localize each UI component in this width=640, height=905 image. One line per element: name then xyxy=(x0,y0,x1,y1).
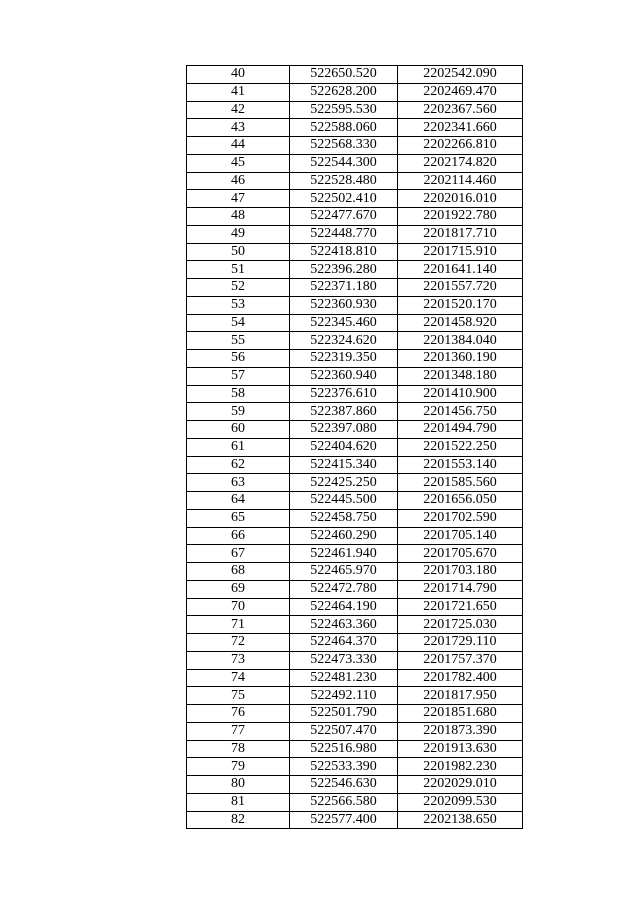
y-coordinate-cell: 2202542.090 xyxy=(398,66,523,84)
table-row xyxy=(187,296,523,314)
y-coordinate-cell: 2201873.390 xyxy=(398,722,523,740)
table-row xyxy=(187,261,523,279)
table-row xyxy=(187,332,523,350)
x-coordinate-cell: 522458.750 xyxy=(290,509,398,527)
x-coordinate-cell: 522415.340 xyxy=(290,456,398,474)
y-coordinate-cell: 2201585.560 xyxy=(398,474,523,492)
table-row xyxy=(187,776,523,794)
y-coordinate-cell: 2201851.680 xyxy=(398,705,523,723)
y-coordinate-cell: 2201721.650 xyxy=(398,598,523,616)
y-coordinate-cell: 2201715.910 xyxy=(398,243,523,261)
point-number-cell: 67 xyxy=(187,545,290,563)
table-row xyxy=(187,793,523,811)
x-coordinate-cell: 522473.330 xyxy=(290,651,398,669)
point-number-cell: 55 xyxy=(187,332,290,350)
x-coordinate-cell: 522448.770 xyxy=(290,225,398,243)
x-coordinate-cell: 522387.860 xyxy=(290,403,398,421)
x-coordinate-cell: 522397.080 xyxy=(290,421,398,439)
table-row xyxy=(187,651,523,669)
point-number-cell: 78 xyxy=(187,740,290,758)
x-coordinate-cell: 522324.620 xyxy=(290,332,398,350)
coordinate-table-body xyxy=(187,66,523,829)
y-coordinate-cell: 2201494.790 xyxy=(398,421,523,439)
point-number-cell: 44 xyxy=(187,137,290,155)
point-number-cell: 76 xyxy=(187,705,290,723)
point-number-cell: 46 xyxy=(187,172,290,190)
table-row xyxy=(187,279,523,297)
y-coordinate-cell: 2202029.010 xyxy=(398,776,523,794)
point-number-cell: 66 xyxy=(187,527,290,545)
x-coordinate-cell: 522461.940 xyxy=(290,545,398,563)
x-coordinate-cell: 522477.670 xyxy=(290,208,398,226)
y-coordinate-cell: 2201557.720 xyxy=(398,279,523,297)
point-number-cell: 56 xyxy=(187,350,290,368)
x-coordinate-cell: 522360.930 xyxy=(290,296,398,314)
point-number-cell: 65 xyxy=(187,509,290,527)
x-coordinate-cell: 522345.460 xyxy=(290,314,398,332)
point-number-cell: 47 xyxy=(187,190,290,208)
table-row xyxy=(187,421,523,439)
x-coordinate-cell: 522502.410 xyxy=(290,190,398,208)
point-number-cell: 40 xyxy=(187,66,290,84)
y-coordinate-cell: 2201705.140 xyxy=(398,527,523,545)
x-coordinate-cell: 522404.620 xyxy=(290,438,398,456)
x-coordinate-cell: 522481.230 xyxy=(290,669,398,687)
x-coordinate-cell: 522650.520 xyxy=(290,66,398,84)
table-row xyxy=(187,598,523,616)
x-coordinate-cell: 522472.780 xyxy=(290,580,398,598)
y-coordinate-cell: 2202138.650 xyxy=(398,811,523,829)
table-row xyxy=(187,527,523,545)
y-coordinate-cell: 2201703.180 xyxy=(398,563,523,581)
table-row xyxy=(187,119,523,137)
x-coordinate-cell: 522465.970 xyxy=(290,563,398,581)
table-row xyxy=(187,367,523,385)
point-number-cell: 60 xyxy=(187,421,290,439)
point-number-cell: 43 xyxy=(187,119,290,137)
point-number-cell: 57 xyxy=(187,367,290,385)
point-number-cell: 49 xyxy=(187,225,290,243)
x-coordinate-cell: 522528.480 xyxy=(290,172,398,190)
point-number-cell: 73 xyxy=(187,651,290,669)
y-coordinate-cell: 2201817.710 xyxy=(398,225,523,243)
point-number-cell: 54 xyxy=(187,314,290,332)
point-number-cell: 53 xyxy=(187,296,290,314)
point-number-cell: 80 xyxy=(187,776,290,794)
point-number-cell: 68 xyxy=(187,563,290,581)
point-number-cell: 42 xyxy=(187,101,290,119)
table-row xyxy=(187,492,523,510)
y-coordinate-cell: 2201702.590 xyxy=(398,509,523,527)
point-number-cell: 75 xyxy=(187,687,290,705)
table-row xyxy=(187,616,523,634)
point-number-cell: 74 xyxy=(187,669,290,687)
point-number-cell: 77 xyxy=(187,722,290,740)
x-coordinate-cell: 522492.110 xyxy=(290,687,398,705)
coordinate-table xyxy=(186,65,523,829)
table-row xyxy=(187,669,523,687)
x-coordinate-cell: 522396.280 xyxy=(290,261,398,279)
x-coordinate-cell: 522425.250 xyxy=(290,474,398,492)
y-coordinate-cell: 2201757.370 xyxy=(398,651,523,669)
y-coordinate-cell: 2201922.780 xyxy=(398,208,523,226)
x-coordinate-cell: 522360.940 xyxy=(290,367,398,385)
y-coordinate-cell: 2202367.560 xyxy=(398,101,523,119)
table-row xyxy=(187,225,523,243)
y-coordinate-cell: 2201729.110 xyxy=(398,634,523,652)
x-coordinate-cell: 522628.200 xyxy=(290,83,398,101)
x-coordinate-cell: 522544.300 xyxy=(290,154,398,172)
x-coordinate-cell: 522507.470 xyxy=(290,722,398,740)
y-coordinate-cell: 2202266.810 xyxy=(398,137,523,155)
y-coordinate-cell: 2201348.180 xyxy=(398,367,523,385)
table-row xyxy=(187,705,523,723)
y-coordinate-cell: 2201520.170 xyxy=(398,296,523,314)
point-number-cell: 50 xyxy=(187,243,290,261)
x-coordinate-cell: 522588.060 xyxy=(290,119,398,137)
table-row xyxy=(187,722,523,740)
table-row xyxy=(187,154,523,172)
table-row xyxy=(187,83,523,101)
x-coordinate-cell: 522516.980 xyxy=(290,740,398,758)
point-number-cell: 79 xyxy=(187,758,290,776)
y-coordinate-cell: 2202114.460 xyxy=(398,172,523,190)
y-coordinate-cell: 2201641.140 xyxy=(398,261,523,279)
x-coordinate-cell: 522546.630 xyxy=(290,776,398,794)
point-number-cell: 52 xyxy=(187,279,290,297)
y-coordinate-cell: 2201360.190 xyxy=(398,350,523,368)
y-coordinate-cell: 2202016.010 xyxy=(398,190,523,208)
x-coordinate-cell: 522376.610 xyxy=(290,385,398,403)
table-row xyxy=(187,137,523,155)
y-coordinate-cell: 2201410.900 xyxy=(398,385,523,403)
table-row xyxy=(187,634,523,652)
table-row xyxy=(187,190,523,208)
x-coordinate-cell: 522319.350 xyxy=(290,350,398,368)
y-coordinate-cell: 2201384.040 xyxy=(398,332,523,350)
point-number-cell: 61 xyxy=(187,438,290,456)
y-coordinate-cell: 2201522.250 xyxy=(398,438,523,456)
table-row xyxy=(187,403,523,421)
x-coordinate-cell: 522568.330 xyxy=(290,137,398,155)
point-number-cell: 51 xyxy=(187,261,290,279)
table-row xyxy=(187,101,523,119)
y-coordinate-cell: 2202174.820 xyxy=(398,154,523,172)
point-number-cell: 71 xyxy=(187,616,290,634)
y-coordinate-cell: 2201982.230 xyxy=(398,758,523,776)
point-number-cell: 82 xyxy=(187,811,290,829)
table-row xyxy=(187,687,523,705)
y-coordinate-cell: 2201913.630 xyxy=(398,740,523,758)
table-row xyxy=(187,580,523,598)
x-coordinate-cell: 522371.180 xyxy=(290,279,398,297)
point-number-cell: 62 xyxy=(187,456,290,474)
y-coordinate-cell: 2202099.530 xyxy=(398,793,523,811)
table-row xyxy=(187,456,523,474)
x-coordinate-cell: 522418.810 xyxy=(290,243,398,261)
point-number-cell: 45 xyxy=(187,154,290,172)
y-coordinate-cell: 2201458.920 xyxy=(398,314,523,332)
y-coordinate-cell: 2201817.950 xyxy=(398,687,523,705)
point-number-cell: 63 xyxy=(187,474,290,492)
point-number-cell: 64 xyxy=(187,492,290,510)
table-row xyxy=(187,314,523,332)
x-coordinate-cell: 522595.530 xyxy=(290,101,398,119)
y-coordinate-cell: 2201456.750 xyxy=(398,403,523,421)
x-coordinate-cell: 522445.500 xyxy=(290,492,398,510)
table-row xyxy=(187,243,523,261)
point-number-cell: 70 xyxy=(187,598,290,616)
table-row xyxy=(187,563,523,581)
y-coordinate-cell: 2202469.470 xyxy=(398,83,523,101)
point-number-cell: 41 xyxy=(187,83,290,101)
x-coordinate-cell: 522463.360 xyxy=(290,616,398,634)
x-coordinate-cell: 522533.390 xyxy=(290,758,398,776)
table-row xyxy=(187,474,523,492)
y-coordinate-cell: 2201553.140 xyxy=(398,456,523,474)
x-coordinate-cell: 522464.190 xyxy=(290,598,398,616)
table-row xyxy=(187,172,523,190)
y-coordinate-cell: 2201705.670 xyxy=(398,545,523,563)
y-coordinate-cell: 2201725.030 xyxy=(398,616,523,634)
table-row xyxy=(187,509,523,527)
y-coordinate-cell: 2201714.790 xyxy=(398,580,523,598)
x-coordinate-cell: 522501.790 xyxy=(290,705,398,723)
point-number-cell: 69 xyxy=(187,580,290,598)
x-coordinate-cell: 522464.370 xyxy=(290,634,398,652)
y-coordinate-cell: 2202341.660 xyxy=(398,119,523,137)
point-number-cell: 58 xyxy=(187,385,290,403)
table-row xyxy=(187,438,523,456)
y-coordinate-cell: 2201782.400 xyxy=(398,669,523,687)
table-row xyxy=(187,740,523,758)
y-coordinate-cell: 2201656.050 xyxy=(398,492,523,510)
point-number-cell: 48 xyxy=(187,208,290,226)
x-coordinate-cell: 522577.400 xyxy=(290,811,398,829)
table-row xyxy=(187,385,523,403)
table-row xyxy=(187,208,523,226)
point-number-cell: 72 xyxy=(187,634,290,652)
table-row xyxy=(187,758,523,776)
table-row xyxy=(187,350,523,368)
point-number-cell: 81 xyxy=(187,793,290,811)
table-row xyxy=(187,545,523,563)
x-coordinate-cell: 522566.580 xyxy=(290,793,398,811)
x-coordinate-cell: 522460.290 xyxy=(290,527,398,545)
table-row xyxy=(187,811,523,829)
point-number-cell: 59 xyxy=(187,403,290,421)
table-row xyxy=(187,66,523,84)
